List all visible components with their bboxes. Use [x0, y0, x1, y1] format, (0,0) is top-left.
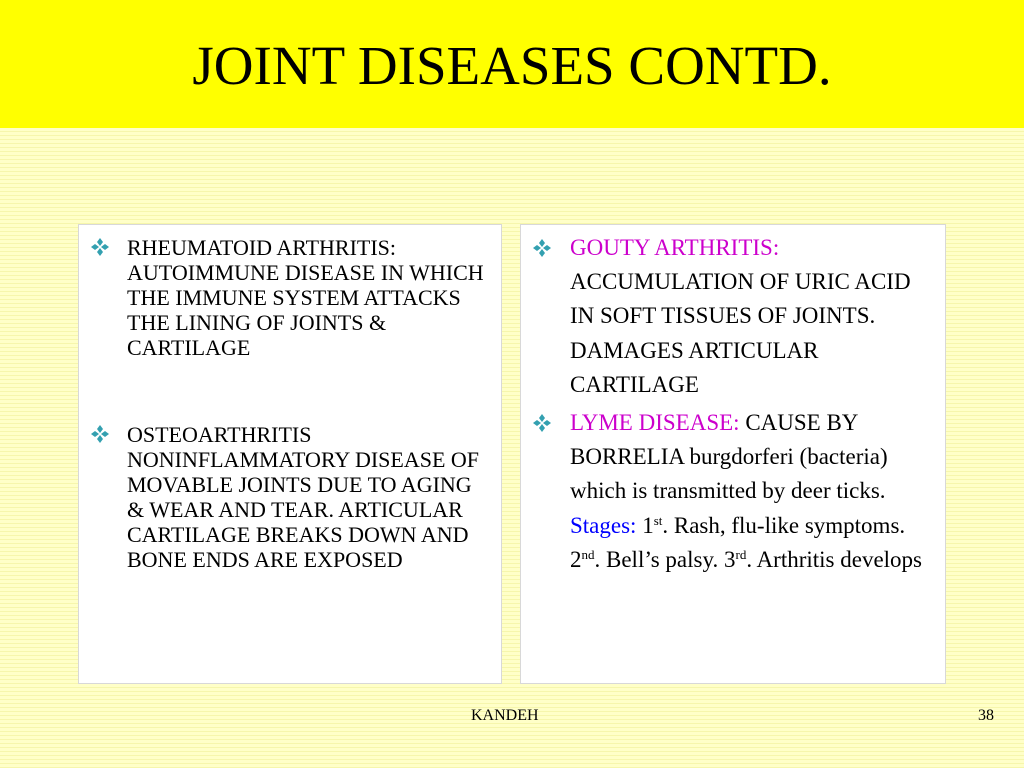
four-diamond-bullet-icon [91, 425, 109, 443]
lyme-disease-label: LYME DISEASE: [570, 410, 740, 435]
bullet-rheumatoid-arthritis [91, 235, 491, 360]
four-diamond-bullet-icon [533, 239, 551, 257]
bullet-text [570, 406, 941, 577]
stage-2-suffix: nd [581, 546, 595, 562]
stage-1-number: 1 [642, 512, 654, 538]
stage-2-text: . Bell’s palsy. [594, 546, 719, 572]
four-diamond-bullet-icon [91, 238, 109, 256]
stage-1-suffix: st [653, 512, 663, 528]
slide-title: JOINT DISEASES CONTD. [192, 35, 832, 96]
bullet-text: RHEUMATOID ARTHRITIS: AUTOIMMUNE DISEASE IN WHICH THE IMMUNE SYSTEM ATTACKS THE LINING OF JOINTS & CARTILAGE [127, 235, 484, 360]
stage-3-text: . Arthritis develops [746, 546, 923, 572]
left-content-box [78, 224, 502, 684]
bullet-osteoarthritis [91, 422, 491, 572]
bullet-text: OSTEOARTHRITIS NONINFLAMMATORY DISEASE OF MOVABLE JOINTS DUE TO AGING & WEAR AND TEAR. ARTICULAR CARTILAGE BREAKS DOWN AND BONE ENDS ARE EXPOSED [127, 422, 480, 572]
four-diamond-bullet-icon [533, 414, 551, 432]
footer-author: KANDEH [471, 707, 539, 724]
stage-3-number: 3 [723, 546, 736, 572]
stage-3-suffix: rd [735, 546, 747, 562]
stages-label: Stages: [570, 512, 637, 538]
bullet-lyme-disease [533, 406, 941, 577]
bullet-gouty-arthritis [533, 231, 937, 402]
gouty-arthritis-label: GOUTY ARTHRITIS: [570, 235, 780, 260]
bullet-text [570, 231, 937, 402]
lyme-disease-text: CAUSE BY BORRELIA burgdorferi (bacteria) which is transmitted by deer ticks. [570, 410, 888, 504]
stage-2-number: 2 [570, 546, 582, 572]
stage-1-text: . Rash, flu-like symptoms. [662, 512, 906, 538]
right-content-box [520, 224, 946, 684]
slide-number: 38 [978, 707, 994, 724]
gouty-arthritis-text: ACCUMULATION OF URIC ACID IN SOFT TISSUES OF JOINTS. DAMAGES ARTICULAR CARTILAGE [570, 269, 911, 397]
